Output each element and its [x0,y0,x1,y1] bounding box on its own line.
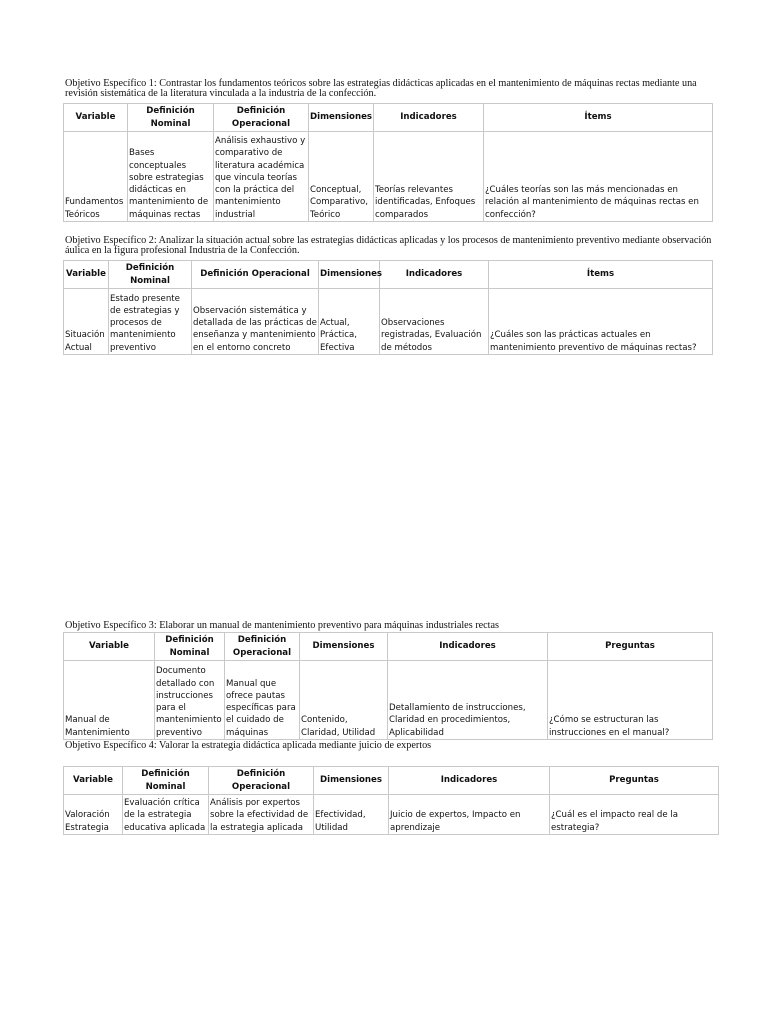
column-header: Indicadores [374,104,484,132]
column-header: Definición Nominal [128,104,214,132]
column-header: Definición Operacional [209,767,314,795]
table-cell: Evaluación crítica de la estrategia educativa aplicada [123,795,209,835]
column-header: Preguntas [550,767,719,795]
table-row [64,289,713,355]
table-cell: Observación sistemática y detallada de las prácticas de enseñanza y mantenimiento en el entorno concreto [192,289,319,355]
table-cell: Detallamiento de instrucciones, Claridad en procedimientos, Aplicabilidad [388,661,548,740]
column-header: Ítems [489,261,713,289]
table-cell: Documento detallado con instrucciones para el mantenimiento preventivo [155,661,225,740]
table-cell: Contenido, Claridad, Utilidad [300,661,388,740]
table-cell: Valoración Estrategia [64,795,123,835]
table-cell: Estado presente de estrategias y procesos de mantenimiento preventivo [109,289,192,355]
objective-1-table [63,103,713,222]
objective-2-heading: Objetivo Específico 2: Analizar la situación actual sobre las estrategias didácticas aplicadas y los procesos de mantenimiento preventivo mediante observación áulica en la figura profesional Industria de la Confección. [65,235,712,256]
objective-3-table [63,632,713,740]
column-header: Variable [64,104,128,132]
table-cell: Observaciones registradas, Evaluación de métodos [380,289,489,355]
column-header: Indicadores [388,633,548,661]
column-header: Definición Operacional [214,104,309,132]
column-header: Indicadores [380,261,489,289]
table-header-row [64,633,713,661]
column-header: Definición Operacional [225,633,300,661]
table-cell: ¿Cómo se estructuran las instrucciones en el manual? [548,661,713,740]
table-row [64,795,719,835]
column-header: Dimensiones [309,104,374,132]
objective-4-heading: Objetivo Específico 4: Valorar la estrategia didáctica aplicada mediante juicio de expertos [65,740,432,751]
objective-3-heading: Objetivo Específico 3: Elaborar un manual de mantenimiento preventivo para máquinas industriales rectas [65,620,499,631]
column-header: Dimensiones [314,767,389,795]
objective-4-table [63,766,719,835]
table-cell: Fundamentos Teóricos [64,132,128,222]
table-cell: Análisis exhaustivo y comparativo de literatura académica que vincula teorías con la práctica del mantenimiento industrial [214,132,309,222]
table-row [64,661,713,740]
column-header: Dimensiones [300,633,388,661]
table-cell: ¿Cuál es el impacto real de la estrategia? [550,795,719,835]
table-cell: Situación Actual [64,289,109,355]
table-cell: Manual de Mantenimiento [64,661,155,740]
table-cell: Actual, Práctica, Efectiva [319,289,380,355]
column-header: Dimensiones [319,261,380,289]
column-header: Definición Nominal [123,767,209,795]
column-header: Definición Nominal [109,261,192,289]
table-cell: Efectividad, Utilidad [314,795,389,835]
column-header: Variable [64,767,123,795]
table-row [64,132,713,222]
table-cell: ¿Cuáles teorías son las más mencionadas en relación al mantenimiento de máquinas rectas en confección? [484,132,713,222]
column-header: Variable [64,633,155,661]
objective-1-heading: Objetivo Específico 1: Contrastar los fundamentos teóricos sobre las estrategias didácticas aplicadas en el mantenimiento de máquinas rectas mediante una revisión sistemática de la literatura vinculada a la industria de la confección. [65,78,697,99]
column-header: Indicadores [389,767,550,795]
column-header: Definición Nominal [155,633,225,661]
table-header-row [64,767,719,795]
column-header: Variable [64,261,109,289]
column-header: Ítems [484,104,713,132]
table-cell: Análisis por expertos sobre la efectividad de la estrategia aplicada [209,795,314,835]
table-cell: Conceptual, Comparativo, Teórico [309,132,374,222]
column-header: Preguntas [548,633,713,661]
table-cell: Manual que ofrece pautas específicas para el cuidado de máquinas [225,661,300,740]
table-cell: Teorías relevantes identificadas, Enfoques comparados [374,132,484,222]
objective-2-table [63,260,713,355]
table-header-row [64,261,713,289]
table-cell: ¿Cuáles son las prácticas actuales en mantenimiento preventivo de máquinas rectas? [489,289,713,355]
table-cell: Bases conceptuales sobre estrategias didácticas en mantenimiento de máquinas rectas [128,132,214,222]
table-cell: Juicio de expertos, Impacto en aprendizaje [389,795,550,835]
column-header: Definición Operacional [192,261,319,289]
table-header-row [64,104,713,132]
